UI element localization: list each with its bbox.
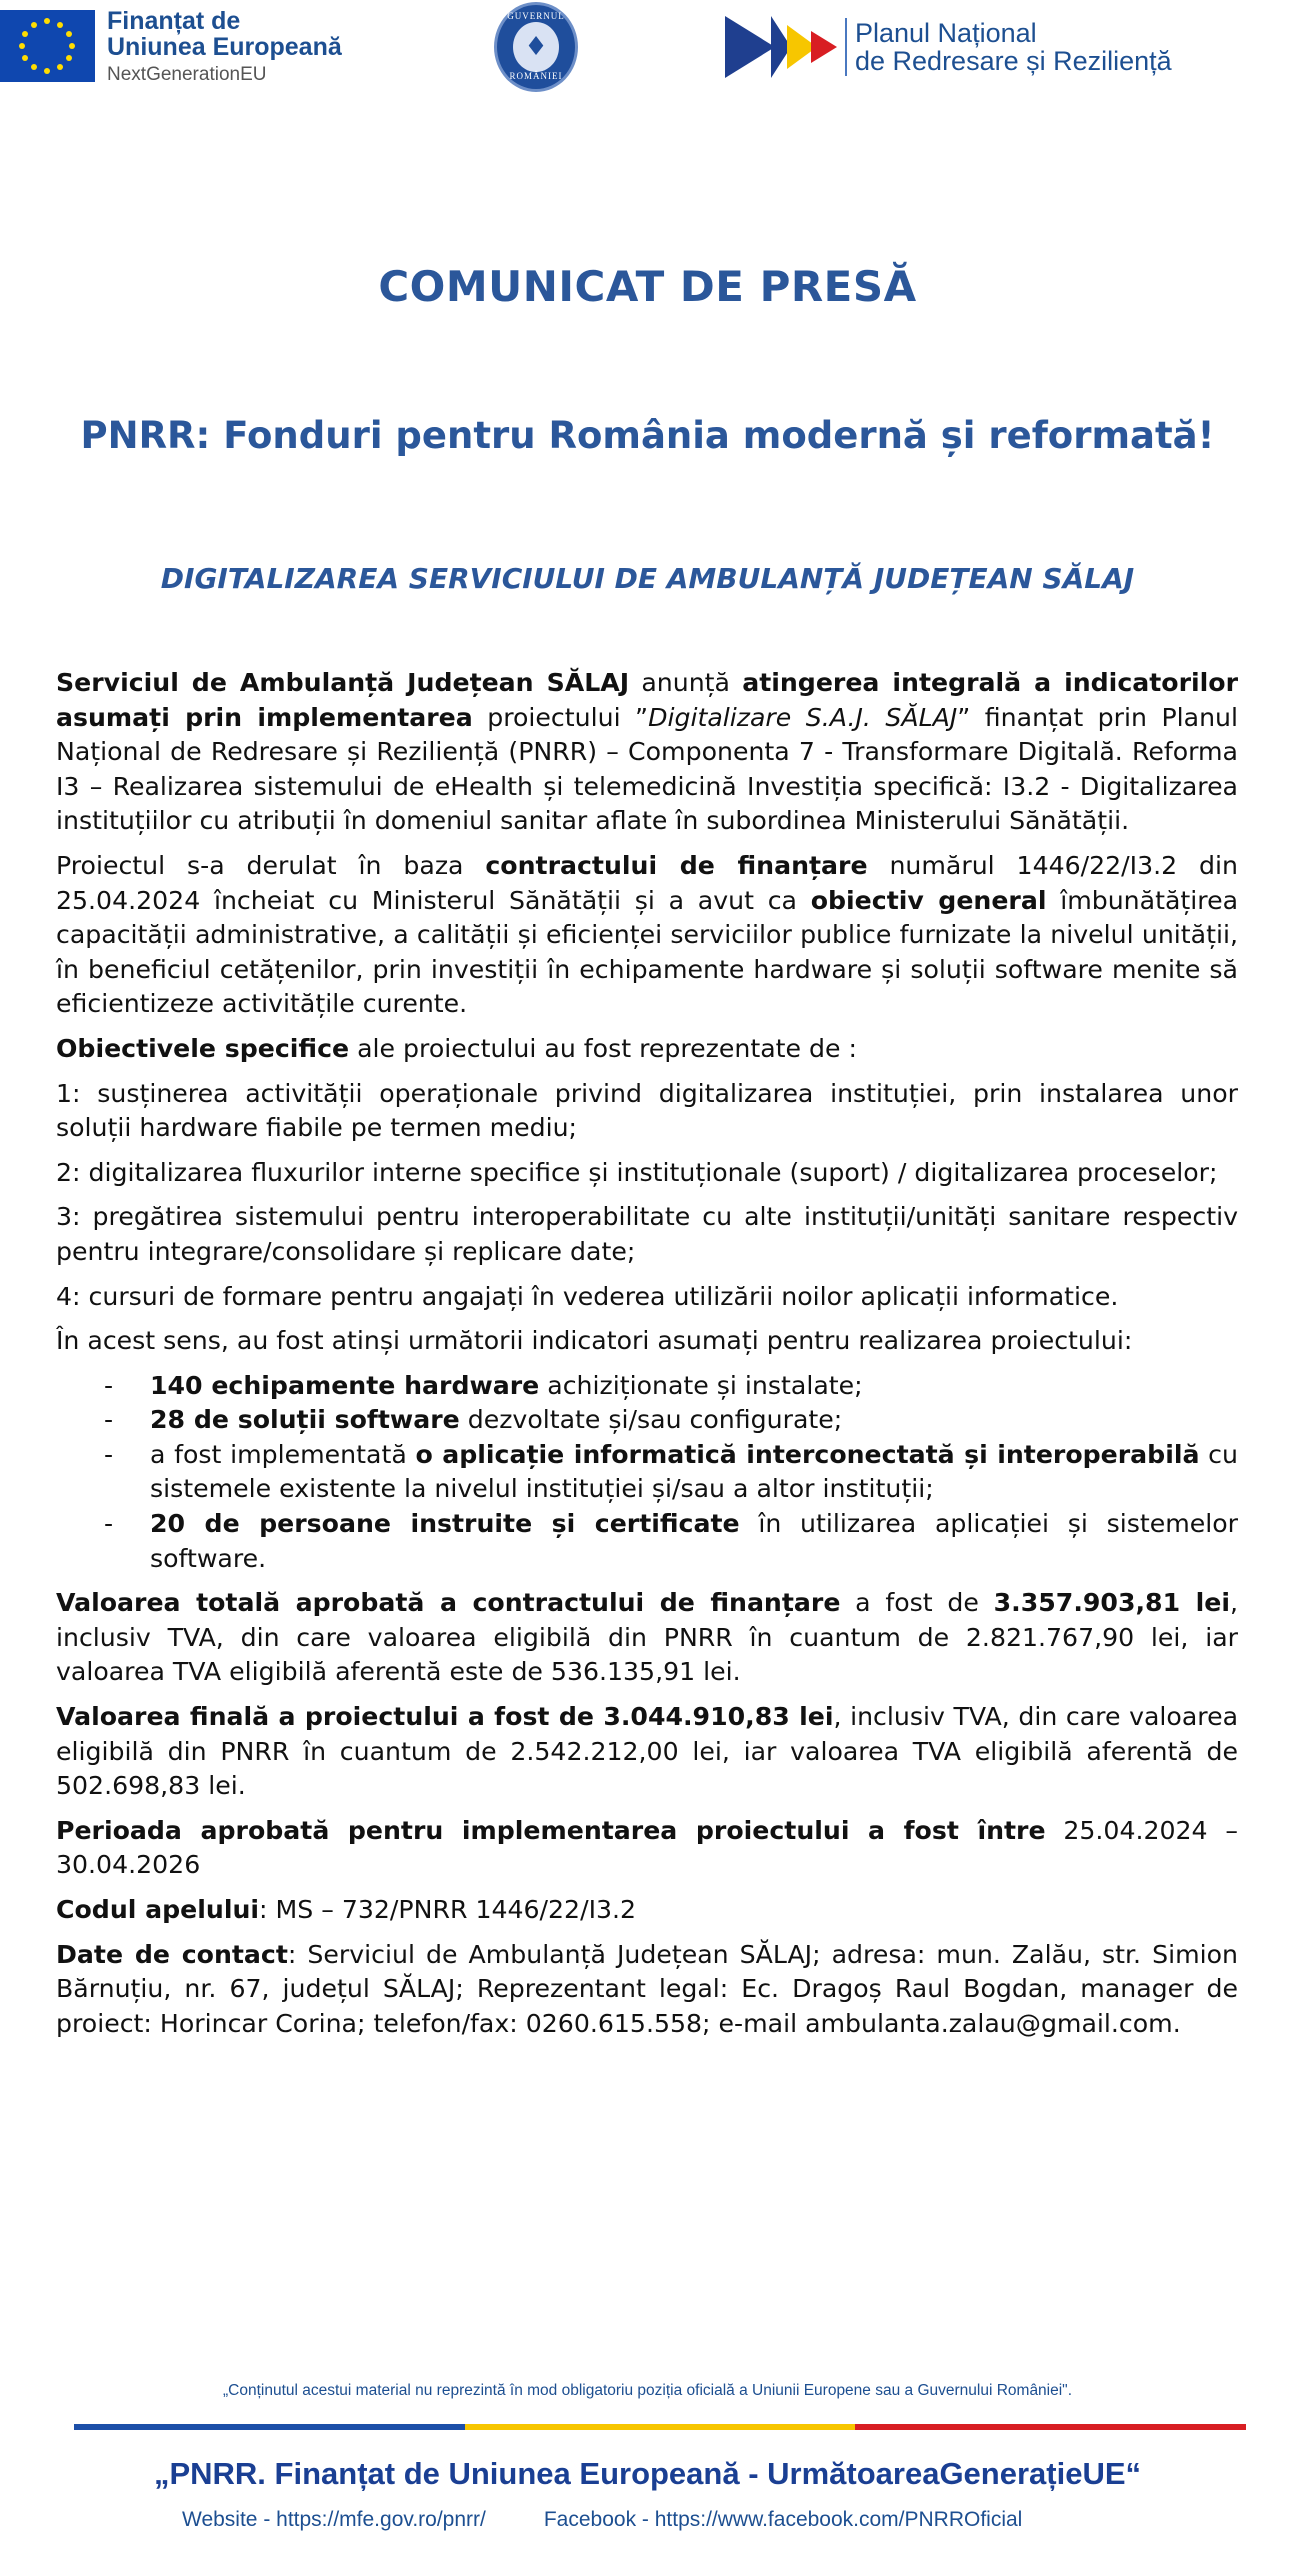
intro-bold-1: Serviciul de Ambulanță Județean SĂLAJ (56, 668, 630, 697)
total-value-paragraph (56, 1586, 1238, 1690)
website-link[interactable]: Website - https://mfe.gov.ro/pnrr/ (182, 2508, 486, 2531)
page-subtitle: PNRR: Fonduri pentru România modernă și reformată! (80, 414, 1215, 457)
indicator-item (56, 1507, 1238, 1576)
gov-seal-top-text: GUVERNUL (507, 11, 565, 21)
indicators-intro: În acest sens, au fost atinși următorii indicatori asumați pentru realizarea proiectului: (56, 1326, 1133, 1356)
indicator-post: dezvoltate și/sau configurate; (459, 1405, 843, 1435)
pnrr-logo (725, 16, 1172, 78)
pnrr-logo-divider (845, 18, 847, 76)
objective-item: 4: cursuri de formare pentru angajați în vederea utilizării noilor aplicații informatice. (56, 1281, 1119, 1311)
intro-text-2: proiectului ” (472, 702, 649, 732)
pnrr-arrows-icon (725, 16, 837, 78)
objectives-intro-text: ale proiectului au fost reprezentate de : (349, 1033, 858, 1063)
logo-bar (0, 0, 1295, 100)
total-value-bold-1: Valoarea totală aprobată a contractului de finanțare (56, 1588, 841, 1618)
contract-text-3: îmbunătățirea capacității administrative, a calității și eficienței serviciilor publice furnizate la nivelul unității, în beneficiul cetățenilor, prin investiții în echipamente hardware și soluții software menite să eficientizeze activitățile curente. (56, 885, 1238, 1019)
eu-funding-logo (0, 8, 342, 84)
tricolor-stripe (74, 2424, 1246, 2430)
final-value-bold: Valoarea finală a proiectului a fost de 3.044.910,83 lei (56, 1702, 834, 1732)
facebook-link[interactable]: Facebook - https://www.facebook.com/PNRROficial (543, 2508, 1023, 2531)
contract-bold-2: obiectiv general (810, 885, 1047, 915)
contract-paragraph (56, 849, 1238, 1022)
indicators-list (56, 1369, 1238, 1577)
final-value-paragraph (56, 1700, 1238, 1804)
intro-bold-2: atingerea integrală a indicatorilor asumați prin implementarea (56, 668, 1239, 732)
objectives-intro (56, 1032, 1238, 1067)
objective-item: 1: susținerea activității operaționale privind digitalizarea instituției, prin instalarea unor soluții hardware fiabile pe termen mediu; (56, 1078, 1238, 1143)
press-release-body (56, 666, 1238, 2051)
indicator-bold: 28 de soluții software (150, 1405, 460, 1435)
eu-logo-line2: Uniunea Europeană (107, 33, 342, 62)
objectives-intro-bold: Obiectivele specifice (56, 1033, 350, 1063)
contract-bold-1: contractului de finanțare (485, 850, 868, 880)
pnrr-logo-line1: Planul Național (855, 17, 1037, 48)
eu-logo-text (107, 8, 342, 84)
indicator-bold: o aplicație informatică interconectată și interoperabilă (415, 1439, 1200, 1469)
contract-text-2: numărul 1446/22/I3.2 din 25.04.2024 încheiat cu Ministerul Sănătății și a avut ca (56, 850, 1238, 915)
footer (0, 2370, 1295, 2532)
project-name: Digitalizare S.A.J. SĂLAJ (648, 702, 958, 732)
indicator-item (56, 1369, 1238, 1404)
call-code-value: : MS – 732/PNRR 1446/22/I3.2 (259, 1895, 637, 1924)
total-value-text-1: a fost de (840, 1588, 994, 1618)
pnrr-logo-text (855, 19, 1172, 76)
call-code-label: Codul apelului (56, 1895, 260, 1924)
project-title: DIGITALIZAREA SERVICIULUI DE AMBULANȚĂ JUDEȚEAN SĂLAJ (160, 562, 1135, 595)
footer-slogan: „PNRR. Finanțat de Uniunea Europeană - UrmătoareaGenerațieUE“ (153, 2456, 1142, 2491)
eu-logo-line3: NextGenerationEU (107, 63, 267, 85)
indicator-post: în utilizarea aplicației și sistemelor software. (150, 1509, 1238, 1573)
period-dates: 25.04.2024 – 30.04.2026 (56, 1815, 1238, 1880)
eagle-emblem-icon: ♦ (513, 22, 559, 72)
period-paragraph (56, 1814, 1238, 1883)
page-title: COMUNICAT DE PRESĂ (378, 262, 917, 311)
indicator-item (56, 1403, 1238, 1438)
contact-paragraph (56, 1938, 1238, 2042)
call-code-paragraph (56, 1893, 1238, 1928)
contact-label: Date de contact (56, 1939, 288, 1969)
eu-flag-icon (0, 10, 95, 82)
objective-item: 3: pregătirea sistemului pentru interoperabilitate cu alte instituții/unități sanitare respectiv pentru integrare/consolidare și replicare date; (56, 1202, 1238, 1266)
indicator-post: cu sistemele existente la nivelul instituției și/sau a altor instituții; (150, 1439, 1238, 1504)
indicator-post: achiziționate și instalate; (539, 1370, 863, 1400)
disclaimer: „Conținutul acestui material nu reprezintă în mod obligatoriu poziția oficială a Uniunii Europene sau a Guvernului României". (223, 2382, 1072, 2399)
indicator-bold: 20 de persoane instruite și certificate (150, 1509, 740, 1539)
indicator-item (56, 1438, 1238, 1507)
romanian-government-seal-icon (494, 2, 578, 92)
intro-paragraph (56, 666, 1238, 839)
indicator-bold: 140 echipamente hardware (150, 1370, 540, 1400)
footer-links (0, 2508, 1295, 2532)
total-value-text-2: , inclusiv TVA, din care valoarea eligibilă din PNRR în cuantum de 2.821.767,90 lei, iar valoarea TVA eligibilă aferentă este de 536.135,91 lei. (56, 1588, 1238, 1687)
eu-logo-line1: Finanțat de (107, 7, 241, 35)
intro-text-3: ” finanțat prin Planul Național de Redresare și Reziliență (PNRR) – Componenta 7 - Transformare Digitală. Reforma I3 – Realizarea sistemului de eHealth și telemedicină Investiția specifică: I3.2 - Digitalizarea instituțiilor cu atribuții în domeniul sanitar aflate în subordinea Ministerului Sănătății. (56, 702, 1239, 836)
contract-text-1: Proiectul s-a derulat în baza (56, 850, 486, 880)
total-value-amount: 3.357.903,81 lei (993, 1588, 1230, 1618)
final-value-text: , inclusiv TVA, din care valoarea eligibilă din PNRR în cuantum de 2.542.212,00 lei, iar valoarea TVA eligibilă aferentă de 502.698,83 lei. (56, 1702, 1238, 1801)
objective-item: 2: digitalizarea fluxurilor interne specifice și instituționale (suport) / digitalizarea proceselor; (56, 1157, 1218, 1187)
contact-details: : Serviciul de Ambulanță Județean SĂLAJ; adresa: mun. Zalău, str. Simion Bărnuțiu, nr. 67, județul SĂLAJ; Reprezentant legal: Ec. Dragoș Raul Bogdan, manager de proiect: Horincar Corina; telefon/fax: 0260.615.558; e-mail ambulanta.zalau@gmail.com. (56, 1939, 1238, 2038)
gov-seal-bottom-text: ROMÂNIEI (509, 71, 563, 81)
intro-text-1: anunță (629, 668, 743, 697)
period-bold: Perioada aprobată pentru implementarea proiectului a fost între (56, 1815, 1046, 1845)
indicator-pre: a fost implementată (150, 1439, 416, 1469)
pnrr-logo-line2: de Redresare și Reziliență (855, 46, 1172, 76)
